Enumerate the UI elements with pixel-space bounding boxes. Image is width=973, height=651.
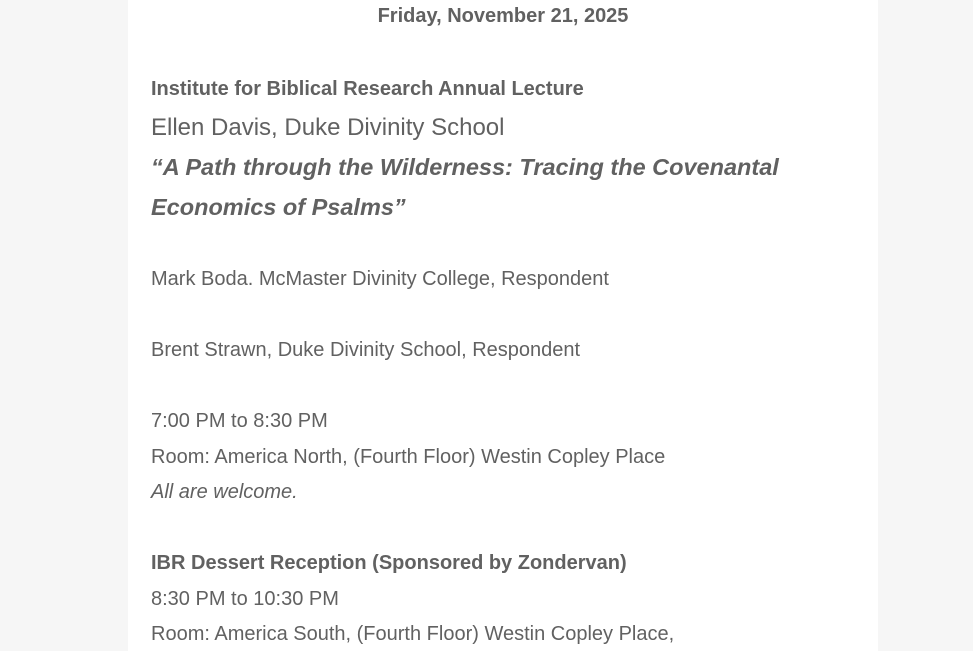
- respondent-2: Brent Strawn, Duke Divinity School, Respondent: [151, 339, 581, 361]
- lecture-speaker: Ellen Davis, Duke Divinity School: [151, 114, 505, 141]
- lecture-event-title: Institute for Biblical Research Annual Lecture: [151, 78, 584, 100]
- respondent-1: Mark Boda. McMaster Divinity College, Respondent: [151, 268, 609, 290]
- event-date-heading: Friday, November 21, 2025: [377, 5, 629, 27]
- welcome-note: All are welcome.: [151, 481, 298, 503]
- lecture-title: “A Path through the Wilderness: Tracing the Covenantal Economics of Psalms”: [151, 154, 779, 220]
- reception-title: IBR Dessert Reception (Sponsored by Zondervan): [151, 552, 627, 574]
- document-page: [128, 0, 878, 651]
- reception-room: Room: America South, (Fourth Floor) Westin Copley Place,: [151, 623, 675, 645]
- lecture-room: Room: America North, (Fourth Floor) Westin Copley Place: [151, 446, 666, 468]
- lecture-time: 7:00 PM to 8:30 PM: [151, 410, 328, 432]
- reception-time: 8:30 PM to 10:30 PM: [151, 588, 339, 610]
